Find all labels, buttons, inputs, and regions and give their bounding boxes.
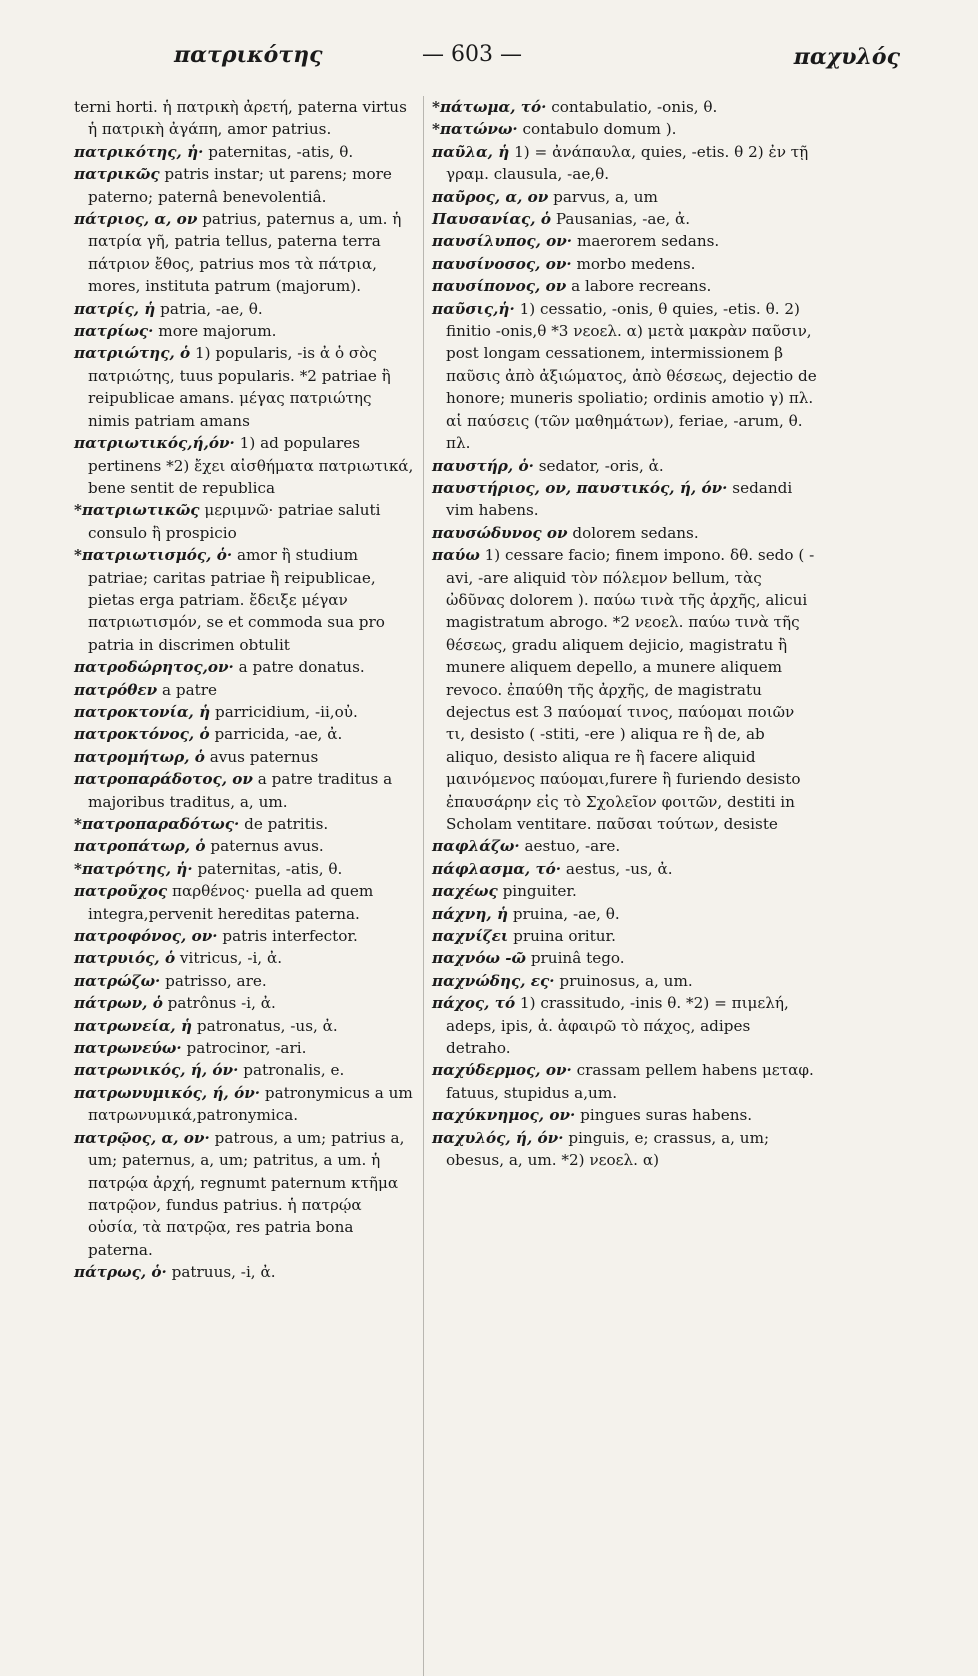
dictionary-entry — [432, 208, 818, 230]
entry-definition: 1) cessare facio; finem impono. δθ. sedo ( -avi, -are aliquid τὸν πόλεμον bellum, τὰς ὠδῦνας dolorem ). παύω τινὰ τῆς ἀρχῆς, alicui magistratum abrogo. *2 νεοελ. παύω τινὰ τῆς θέσεως, gradu aliquem dejicio, magistratu ἢ munere aliquem depello, a munere aliquem revoco. ἐπαύθη τῆς ἀρχῆς, de magistratu dejectus est 3 παύομαί τινος, παύομαι ποιῶν τι, desisto ( -stiti, -ere ) aliqua re ἢ de, ab aliquo, desisto aliqua re ἢ facere aliquid μαινόμενος παύομαι,furere ἢ furiendo desisto ἐπαυσάρην εἰς τὸ Σχολεῖον φοιτῶν, destiti in Scholam ventitare. παῦσαι τούτων, desiste — [446, 546, 815, 833]
entry-headword: πατροφόνος, ον· — [74, 927, 218, 946]
entry-headword: πατροκτονία, ἡ — [74, 702, 211, 721]
entry-definition: paternitas, -atis, θ. — [197, 859, 343, 878]
entry-headword: παυσώδυνος ον — [432, 523, 568, 542]
entry-definition: pruinosus, a, um. — [559, 971, 693, 990]
dictionary-entry — [74, 96, 416, 141]
entry-definition: patrous, a um; patrius a, um; paternus, a, um; patritus, a um. ἡ πατρῴα ἀρχή, regnumt paternum κτῆμα πατρῷον, fundus patrius. ἡ πατρῴα οὐσία, τὰ πατρῷα, res patria bona paterna. — [88, 1128, 405, 1259]
entry-definition: patronatus, -us, ἀ. — [196, 1016, 338, 1035]
entry-definition: morbo medens. — [576, 254, 696, 273]
entry-definition: patrocinor, -ari. — [186, 1039, 307, 1058]
entry-headword: πάχνη, ἡ — [432, 904, 508, 923]
dictionary-entry — [74, 1127, 416, 1261]
entry-headword: πάτριος, α, ον — [74, 210, 198, 229]
entry-definition: paternitas, -atis, θ. — [208, 142, 354, 161]
entry-headword: παυσίλυπος, ον· — [432, 232, 573, 251]
entry-headword: πατρικῶς — [74, 165, 160, 184]
dictionary-entry — [74, 701, 416, 723]
dictionary-entry — [432, 970, 818, 992]
dictionary-entry — [74, 947, 416, 969]
entry-definition: crassam pellem habens μεταφ. fatuus, stupidus a,um. — [446, 1061, 814, 1102]
dictionary-entry — [74, 342, 416, 432]
entry-headword: πατρίως· — [74, 322, 154, 341]
entry-headword: παύω — [432, 546, 480, 565]
dictionary-entry — [74, 1037, 416, 1059]
dictionary-entry — [74, 768, 416, 813]
dictionary-entry — [432, 118, 818, 140]
entry-headword: πατρομήτωρ, ὁ — [74, 747, 205, 766]
entry-definition: patria, -ae, θ. — [160, 299, 263, 318]
entry-definition: parricidium, -ii,οὐ. — [215, 702, 358, 721]
entry-headword: πατρῷος, α, ον· — [74, 1128, 210, 1147]
dictionary-entry — [74, 992, 416, 1014]
dictionary-entry — [74, 723, 416, 745]
entry-headword: *πατώνω· — [432, 120, 518, 139]
entry-headword: πάχος, τό — [432, 994, 516, 1013]
dictionary-entry — [74, 1082, 416, 1127]
dictionary-entry — [74, 835, 416, 857]
entry-headword: πατρωνεία, ἡ — [74, 1016, 193, 1035]
entry-headword: *πατριωτικῶς — [74, 501, 200, 520]
entry-definition: pruina, -ae, θ. — [512, 904, 620, 923]
entry-definition: contabulo domum ). — [522, 120, 677, 139]
dictionary-entry — [432, 253, 818, 275]
left-column — [74, 96, 416, 1284]
entry-headword: παῦσις,ἡ· — [432, 299, 515, 318]
column-divider — [423, 96, 424, 1676]
entry-headword: παχνίζει — [432, 927, 509, 946]
entry-headword: Παυσανίας, ὁ — [432, 210, 551, 229]
dictionary-entry — [74, 432, 416, 499]
entry-definition: maerorem sedans. — [576, 232, 720, 251]
entry-headword: πατρικότης, ἡ· — [74, 142, 204, 161]
entry-headword: πατροῦχος — [74, 882, 168, 901]
entry-headword: πάφλασμα, τό· — [432, 859, 562, 878]
entry-definition: pingues suras habens. — [580, 1106, 753, 1125]
dictionary-entry — [74, 880, 416, 925]
entry-definition: aestuo, -are. — [524, 837, 621, 856]
dictionary-entry — [74, 858, 416, 880]
entry-definition: terni horti. ἡ πατρικὴ ἀρετή, paterna virtus ἡ πατρικὴ ἀγάπη, amor patrius. — [74, 98, 407, 139]
entry-definition: sedandi vim habens. — [446, 478, 793, 520]
dictionary-entry — [74, 320, 416, 342]
entry-headword: παῦλα, ἡ — [432, 142, 510, 161]
entry-definition: patris instar; ut parens; more paterno; paternâ benevolentiâ. — [88, 165, 392, 206]
dictionary-entry — [432, 275, 818, 297]
dictionary-entry — [432, 522, 818, 544]
dictionary-entry — [432, 544, 818, 835]
dictionary-entry — [432, 858, 818, 880]
dictionary-entry — [74, 679, 416, 701]
right-running-headword: παχυλός — [793, 44, 900, 70]
entry-headword: πατρωνικός, ή, όν· — [74, 1061, 239, 1080]
dictionary-entry — [74, 1261, 416, 1283]
dictionary-entry — [74, 813, 416, 835]
entry-definition: a patre traditus a majoribus traditus, a, um. — [88, 770, 393, 811]
entry-headword: *πατροπαραδότως· — [74, 815, 240, 833]
dictionary-entry — [432, 298, 818, 455]
entry-headword: πατροπαράδοτος, ον — [74, 770, 253, 789]
dictionary-entry — [74, 746, 416, 768]
entry-headword: παφλάζω· — [432, 837, 520, 856]
entry-definition: contabulatio, -onis, θ. — [551, 98, 718, 116]
dictionary-entry — [432, 455, 818, 477]
dictionary-entry — [74, 298, 416, 320]
entry-definition: patrônus -i, ἀ. — [167, 994, 276, 1013]
entry-headword: *πάτωμα, τό· — [432, 98, 547, 116]
entry-headword: πάτρων, ὁ — [74, 994, 163, 1013]
entry-definition: dolorem sedans. — [572, 523, 699, 542]
entry-definition: pruinâ tego. — [530, 949, 625, 968]
entry-definition: paternus avus. — [210, 837, 324, 856]
entry-definition: aestus, -us, ἀ. — [565, 859, 673, 878]
entry-headword: παυστήρ, ὁ· — [432, 456, 534, 475]
entry-headword: πατρώζω· — [74, 971, 161, 990]
entry-definition: 1) popularis, -is ἀ ὁ σὸς πατριώτης, tuus popularis. *2 patriae ἢ reipublicae amans. μέγας πατριώτης nimis patriam amans — [88, 344, 391, 430]
right-column — [432, 96, 818, 1172]
dictionary-entry — [74, 925, 416, 947]
entry-definition: Pausanias, -ae, ἀ. — [555, 210, 691, 229]
entry-definition: 1) ad populares pertinens *2) ἔχει αἰσθήματα πατριωτικά, bene sentit de republica — [88, 434, 414, 497]
entry-definition: more majorum. — [158, 322, 277, 341]
dictionary-entry — [74, 656, 416, 678]
dictionary-entry — [432, 835, 818, 857]
entry-definition: patris interfector. — [222, 927, 358, 946]
page-number: — 603 — — [422, 42, 522, 67]
entry-headword: πατρυιός, ὁ — [74, 949, 176, 968]
entry-definition: vitricus, -i, ἀ. — [179, 949, 283, 968]
entry-definition: sedator, -oris, ἀ. — [538, 456, 664, 475]
entry-headword: πάτρως, ὁ· — [74, 1263, 167, 1282]
entry-definition: a labore recreans. — [571, 277, 712, 296]
entry-headword: πατρόθεν — [74, 680, 158, 699]
entry-headword: πατροκτόνος, ὁ — [74, 725, 210, 744]
dictionary-entry — [432, 947, 818, 969]
entry-definition: 1) cessatio, -onis, θ quies, -etis. θ. 2) finitio -onis,θ *3 νεοελ. α) μετὰ μακρὰν παῦσιν, post longam cessationem, intermissionem β παῦσις ἀπὸ ἀξιώματος, ἀπὸ θέσεως, dejectio de honore; muneris spoliatio; ordinis amotio γ) πλ. αἱ παύσεις (τῶν μαθημάτων), feriae, -arum, θ. πλ. — [446, 299, 817, 453]
entry-headword: πατροδώρητος,ον· — [74, 658, 234, 677]
dictionary-entry — [432, 477, 818, 522]
entry-definition: parvus, a, um — [553, 187, 658, 206]
dictionary-entry — [74, 208, 416, 298]
dictionary-entry — [432, 186, 818, 208]
dictionary-entry — [432, 96, 818, 118]
entry-headword: πατρίς, ἡ — [74, 299, 156, 318]
entry-headword: παχύδερμος, ον· — [432, 1061, 572, 1080]
dictionary-entry — [74, 499, 416, 544]
entry-definition: patronymicus a um πατρωνυμικά,patronymica. — [88, 1083, 413, 1125]
entry-definition: avus paternus — [209, 747, 319, 766]
dictionary-entry — [432, 880, 818, 902]
dictionary-entry — [74, 970, 416, 992]
entry-headword: παυστήριος, ον, παυστικός, ή, όν· — [432, 478, 728, 497]
dictionary-entry — [432, 992, 818, 1059]
entry-definition: pinguiter. — [502, 882, 577, 901]
entry-headword: παῦρος, α, ον — [432, 187, 549, 206]
entry-definition: pinguis, e; crassus, a, um; obesus, a, um. *2) νεοελ. α) — [446, 1128, 770, 1170]
entry-definition: amor ἢ studium patriae; caritas patriae ἢ reipublicae, pietas erga patriam. ἔδειξε μέγαν πατριωτισμόν, se et commoda sua pro patria in discrimen obtulit — [88, 546, 385, 654]
entry-headword: παυσίπονος, ον — [432, 277, 567, 296]
entry-definition: pruina oritur. — [513, 927, 616, 946]
entry-definition: patrisso, are. — [165, 971, 267, 990]
entry-headword: παχνώδης, ες· — [432, 971, 555, 990]
entry-definition: 1) crassitudo, -inis θ. *2) = πιμελή, adeps, ipis, ἀ. ἀφαιρῶ τὸ πάχος, adipes detraho. — [446, 994, 789, 1058]
dictionary-entry — [74, 163, 416, 208]
page-header — [70, 38, 900, 78]
entry-definition: a patre — [161, 680, 217, 699]
dictionary-entry — [432, 141, 818, 186]
entry-definition: a patre donatus. — [238, 658, 365, 677]
dictionary-entry — [432, 903, 818, 925]
entry-headword: πατροπάτωρ, ὁ — [74, 837, 206, 856]
dictionary-entry — [74, 544, 416, 656]
entry-definition: patruus, -i, ἀ. — [171, 1263, 276, 1282]
entry-definition: παρθένος· puella ad quem integra,pervenit hereditas paterna. — [88, 882, 374, 923]
entry-headword: *πατρότης, ἡ· — [74, 859, 193, 878]
entry-headword: πατρωνεύω· — [74, 1039, 182, 1058]
entry-definition: patronalis, e. — [243, 1061, 345, 1080]
dictionary-entry — [74, 141, 416, 163]
entry-headword: παχύκνημος, ον· — [432, 1106, 576, 1125]
dictionary-entry — [432, 1104, 818, 1126]
dictionary-entry — [74, 1015, 416, 1037]
entry-headword: παχέως — [432, 882, 498, 901]
dictionary-entry — [432, 925, 818, 947]
dictionary-entry — [432, 230, 818, 252]
entry-headword: παυσίνοσος, ον· — [432, 254, 572, 273]
entry-definition: 1) = ἀνάπαυλα, quies, -etis. θ 2) ἐν τῇ γραμ. clausula, -ae,θ. — [446, 142, 809, 184]
entry-headword: παχνόω -ῶ — [432, 949, 526, 968]
left-running-headword: πατρικότης — [174, 42, 323, 68]
entry-headword: παχυλός, ή, όν· — [432, 1128, 564, 1147]
entry-definition: de patritis. — [244, 815, 329, 833]
entry-definition: parricida, -ae, ἀ. — [214, 725, 343, 744]
entry-headword: πατριωτικός,ή,όν· — [74, 434, 235, 453]
entry-headword: *πατριωτισμός, ὁ· — [74, 546, 233, 565]
dictionary-entry — [432, 1127, 818, 1172]
dictionary-entry — [74, 1059, 416, 1081]
entry-headword: πατριώτης, ὁ — [74, 344, 191, 363]
entry-definition: μεριμνῶ· patriae saluti consulo ἢ prospicio — [88, 501, 381, 542]
entry-definition: patrius, paternus a, um. ἡ πατρία γῆ, patria tellus, paterna terra πάτριον ἔθος, patrius mos τὰ πάτρια, mores, instituta patrum (majorum). — [88, 210, 402, 296]
entry-headword: πατρωνυμικός, ή, όν· — [74, 1083, 261, 1102]
dictionary-entry — [432, 1059, 818, 1104]
